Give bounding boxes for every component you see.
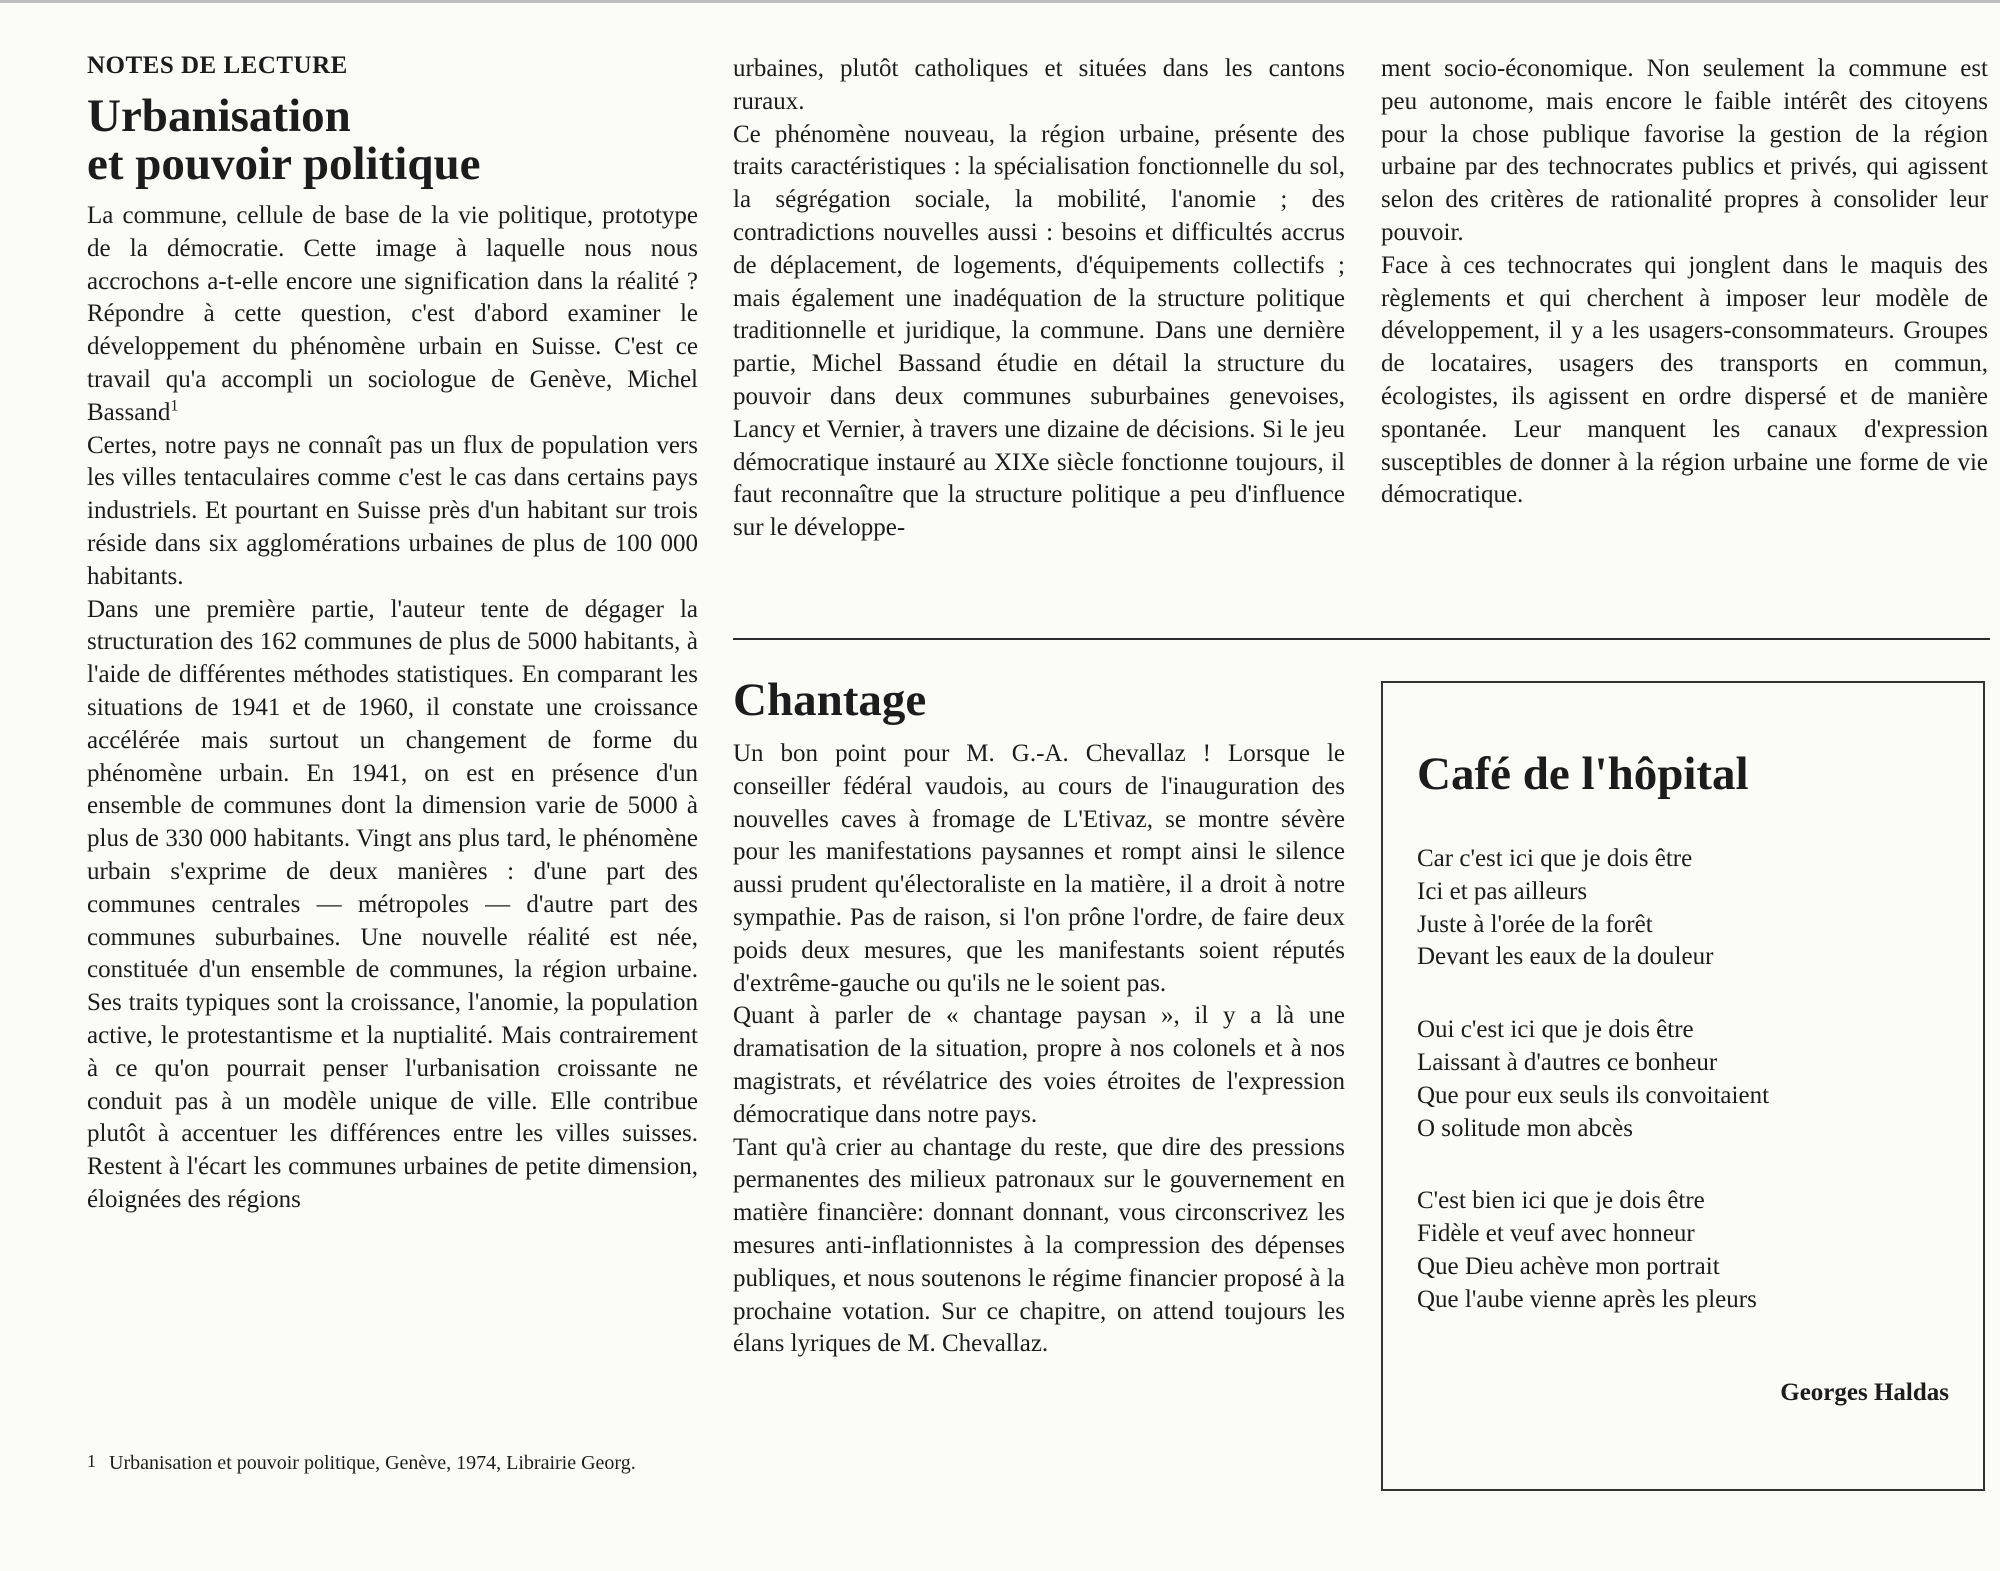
- paragraph: Un bon point pour M. G.-A. Chevallaz ! Lorsque le conseiller fédéral vaudois, au cours de l'inauguration des nouvelles caves à fromage de L'Etivaz, se montre sévère pour les manifestations paysannes et rompt ainsi le silence aussi prudent qu'électoraliste en la matière, il a droit à notre sympathie. Pas de raison, si l'on prône l'ordre, de faire deux poids deux mesures, que les manifestants soient réputés d'extrême-gauche ou qu'ils ne le soient pas.: [733, 740, 1345, 997]
- poem-line: Que l'aube vienne après les pleurs: [1417, 1285, 1757, 1313]
- article-title-line-2: et pouvoir politique: [87, 138, 481, 190]
- column-2-top: [733, 53, 1345, 545]
- chantage-article: [733, 676, 1345, 1361]
- poem-line: Oui c'est ici que je dois être: [1417, 1016, 1694, 1044]
- paragraph: Certes, notre pays ne connaît pas un flux de population vers les villes tentaculaires comme c'est le cas dans certains pays industriels. Et pourtant en Suisse près d'un habitant sur trois réside dans six agglomérations urbaines de plus de 100 000 habitants.: [87, 431, 698, 590]
- paragraph: ment socio-économique. Non seulement la commune est peu autonome, mais encore le faible intérêt des citoyens pour la chose publique favorise la gestion de la région urbaine par des technocrates publics et privés, qui agissent selon des critères de rationalité propres à consolider leur pouvoir.: [1381, 55, 1988, 246]
- poem-line: Ici et pas ailleurs: [1417, 877, 1588, 905]
- poem-line: Juste à l'orée de la forêt: [1417, 910, 1653, 938]
- poem-line: O solitude mon abcès: [1417, 1114, 1633, 1142]
- chantage-title: Chantage: [733, 674, 927, 726]
- page-top-edge: [0, 0, 2000, 3]
- section-label: NOTES DE LECTURE: [87, 52, 348, 79]
- poem-author: Georges Haldas: [1780, 1379, 1949, 1406]
- column-1: [87, 52, 698, 1217]
- poem-title: Café de l'hôpital: [1417, 748, 1749, 800]
- paragraph: Dans une première partie, l'auteur tente de dégager la structuration des 162 communes de plus de 5000 habitants, à l'aide de différentes méthodes statistiques. En comparant les situations de 1941 et de 1960, il constate une croissance accélérée mais surtout un changement de forme du phénomène urbain. En 1941, on est en présence d'un ensemble de communes dont la dimension varie de 5000 à plus de 330 000 habitants. Vingt ans plus tard, le phénomène urbain s'exprime de deux manières : d'une part des communes centrales — métropoles — d'autre part des communes suburbaines. Une nouvelle réalité est née, constituée d'un ensemble de communes, la région urbaine. Ses traits typiques sont la croissance, l'anomie, la population active, le protestantisme et la nuptialité. Mais contrairement à ce qu'on pourrait penser l'urbanisation croissante ne conduit pas à un modèle unique de ville. Elle contribue plutôt à accentuer les différences entre les villes suisses. Restent à l'écart les communes urbaines de petite dimension, éloignées des régions: [87, 595, 698, 1213]
- article-title: [87, 92, 698, 188]
- paragraph: Quant à parler de « chantage paysan », il y a là une dramatisation de la situation, propre à nos colonels et à nos magistrats, et révélatrice des voies étroites de l'expression démocratique dans notre pays.: [733, 1002, 1345, 1128]
- poem-line: Que pour eux seuls ils convoitaient: [1417, 1081, 1770, 1109]
- section-divider: [733, 638, 1990, 640]
- footnote-reference: 1: [170, 397, 179, 415]
- poem-line: Car c'est ici que je dois être: [1417, 845, 1693, 872]
- poem-stanza: [1417, 1014, 1957, 1145]
- paragraph: Tant qu'à crier au chantage du reste, que dire des pressions permanentes des milieux patronaux sur le gouvernement en matière financière: donnant donnant, vous circonscrivez les mesures anti-inflationnistes à la compression des dépenses publiques, et nous soutenons le régime financier proposé à la prochaine votation. Sur ce chapitre, on attend toujours les élans lyriques de M. Chevallaz.: [733, 1133, 1345, 1358]
- footnote-mark: 1: [87, 1451, 96, 1471]
- poem-box: [1381, 681, 1985, 1491]
- paragraph: urbaines, plutôt catholiques et situées dans les cantons ruraux.: [733, 55, 1345, 115]
- poem-line: C'est bien ici que je dois être: [1417, 1187, 1705, 1215]
- paragraph: Ce phénomène nouveau, la région urbaine, présente des traits caractéristiques : la spécialisation fonctionnelle du sol, la ségrégation sociale, la mobilité, l'anomie ; des contradictions nouvelles aussi : besoins et difficultés accrus de déplacement, de logements, d'équipements collectifs ; mais également une inadéquation de la structure politique traditionnelle et juridique, la commune. Dans une dernière partie, Michel Bassand étudie en détail la structure du pouvoir dans deux communes suburbaines genevoises, Lancy et Vernier, à travers une dizaine de décisions. Si le jeu démocratique instauré au XIXe siècle fonctionne toujours, il faut reconnaître que la structure politique a peu d'influence sur le développe-: [733, 120, 1345, 542]
- footnote: [87, 1451, 698, 1476]
- article-title-line-1: Urbanisation: [87, 90, 351, 142]
- poem-line: Devant les eaux de la douleur: [1417, 943, 1714, 971]
- paragraph: Face à ces technocrates qui jonglent dans le maquis des règlements et qui cherchent à imposer leur modèle de développement, il y a les usagers-consommateurs. Groupes de locataires, usagers des transports en commun, écologistes, ils agissent en ordre dispersé et de manière spontanée. Leur manquent les canaux d'expression susceptibles de donner à la région urbaine une forme de vie démocratique.: [1381, 251, 1988, 509]
- poem-stanza: [1417, 843, 1957, 974]
- poem-line: Que Dieu achève mon portrait: [1417, 1252, 1720, 1280]
- poem-line: Fidèle et veuf avec honneur: [1417, 1220, 1695, 1248]
- poem-line: Laissant à d'autres ce bonheur: [1417, 1048, 1718, 1076]
- footnote-text: Urbanisation et pouvoir politique, Genève, 1974, Librairie Georg.: [109, 1452, 636, 1474]
- paragraph: La commune, cellule de base de la vie politique, prototype de la démocratie. Cette image à laquelle nous nous accrochons a-t-elle encore une signification dans la réalité ? Répondre à cette question, c'est d'abord examiner le développement du phénomène urbain en Suisse. C'est ce travail qu'a accompli un sociologue de Genève, Michel Bassand$^1$: [87, 202, 698, 426]
- column-3-top: [1381, 53, 1988, 512]
- poem-stanza: [1417, 1185, 1957, 1316]
